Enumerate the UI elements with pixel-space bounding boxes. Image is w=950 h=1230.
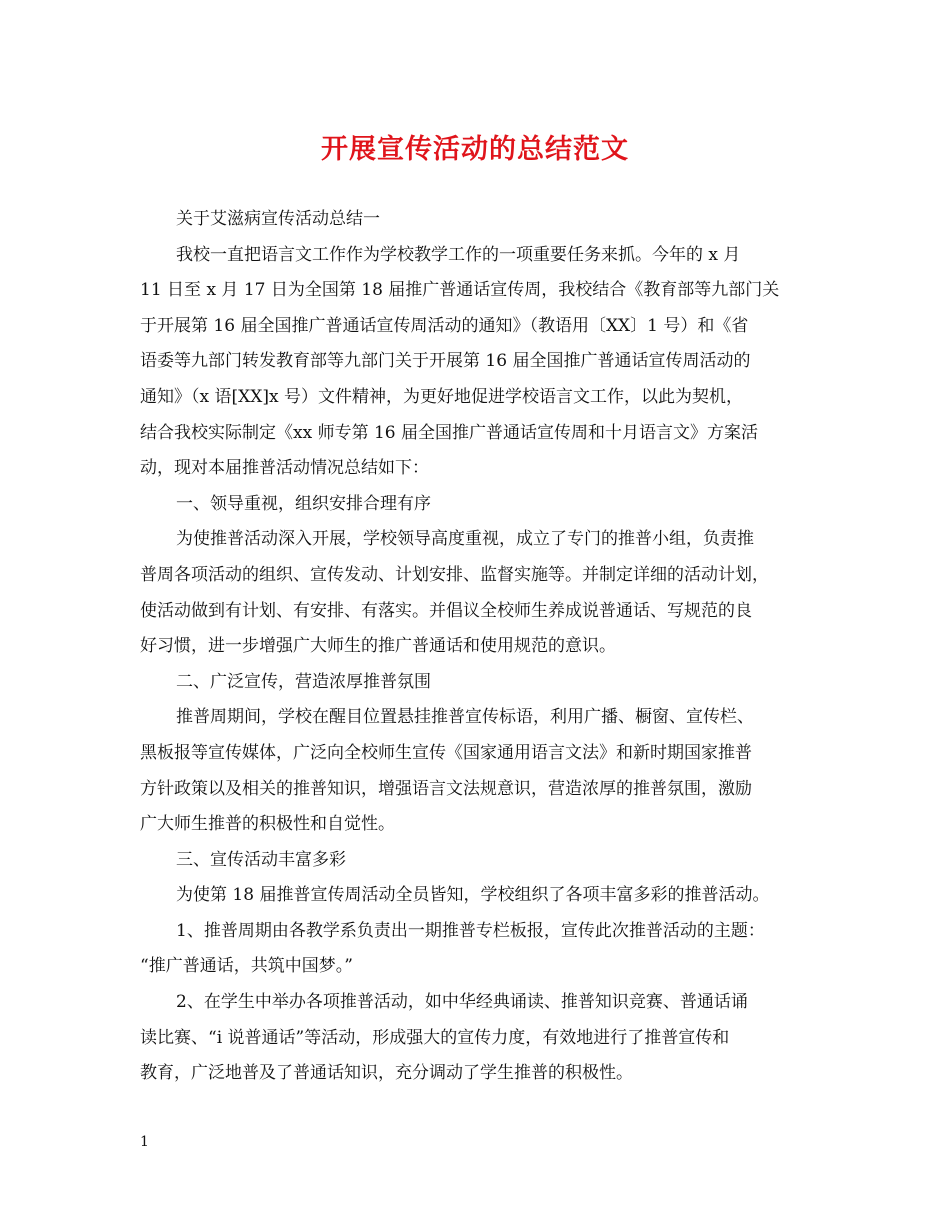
text-line: 1、推普周期由各教学系负责出一期推普专栏板报，宣传此次推普活动的主题： — [176, 920, 765, 941]
document-title: 开展宣传活动的总结范文 — [321, 134, 629, 165]
text-line: 三、宣传活动丰富多彩 — [176, 849, 346, 870]
page-number: 1 — [140, 1134, 149, 1150]
text-line: 黑板报等宣传媒体，广泛向全校师生宣传《国家通用语言文法》和新时期国家推普 — [140, 742, 752, 763]
text-line: 广大师生推普的积极性和自觉性。 — [140, 814, 395, 835]
text-line: 结合我校实际制定《xx 师专第 16 届全国推广普通话宣传周和十月语言文》方案活 — [140, 422, 759, 443]
text-line: 动，现对本届推普活动情况总结如下： — [140, 458, 429, 479]
text-line: 好习惯，进一步增强广大师生的推广普通话和使用规范的意识。 — [140, 636, 616, 657]
text-line: 推普周期间，学校在醒目位置悬挂推普宣传标语，利用广播、橱窗、宣传栏、 — [176, 707, 754, 728]
text-line: 普周各项活动的组织、宣传发动、计划安排、监督实施等。并制定详细的活动计划， — [140, 564, 769, 585]
text-line: 方针政策以及相关的推普知识，增强语言文法规意识，营造浓厚的推普氛围，激励 — [140, 778, 752, 799]
text-line: 为使推普活动深入开展，学校领导高度重视，成立了专门的推普小组，负责推 — [176, 529, 754, 550]
text-line: 教育，广泛地普及了普通话知识，充分调动了学生推普的积极性。 — [140, 1063, 633, 1084]
text-line: “推广普通话，共筑中国梦。” — [140, 956, 353, 977]
text-line: 读比赛、“i 说普通话”等活动，形成强大的宣传力度，有效地进行了推普宣传和 — [140, 1027, 730, 1048]
text-line: 于开展第 16 届全国推广普通话宣传周活动的通知》（教语用〔XX〕1 号）和《省 — [140, 315, 749, 336]
text-line: 2、在学生中举办各项推普活动，如中华经典诵读、推普知识竞赛、普通话诵 — [176, 992, 748, 1013]
text-line: 我校一直把语言文工作作为学校教学工作的一项重要任务来抓。今年的 x 月 — [176, 244, 741, 265]
text-line: 一、领导重视，组织安排合理有序 — [176, 493, 431, 514]
text-line: 关于艾滋病宣传活动总结一 — [176, 209, 380, 229]
text-line: 使活动做到有计划、有安排、有落实。并倡议全校师生养成说普通话、写规范的良 — [140, 600, 752, 621]
text-line: 二、广泛宣传，营造浓厚推普氛围 — [176, 671, 431, 692]
text-line: 语委等九部门转发教育部等九部门关于开展第 16 届全国推广普通话宣传周活动的 — [140, 351, 751, 372]
text-line: 为使第 18 届推普宣传周活动全员皆知，学校组织了各项丰富多彩的推普活动。 — [176, 885, 770, 906]
text-line: 通知》（x 语[XX]x 号）文件精神，为更好地促进学校语言文工作，以此为契机， — [140, 386, 743, 407]
document-body — [140, 202, 810, 1092]
text-line: 11 日至 x 月 17 日为全国第 18 届推广普通话宣传周，我校结合《教育部等九部门关 — [140, 280, 780, 301]
